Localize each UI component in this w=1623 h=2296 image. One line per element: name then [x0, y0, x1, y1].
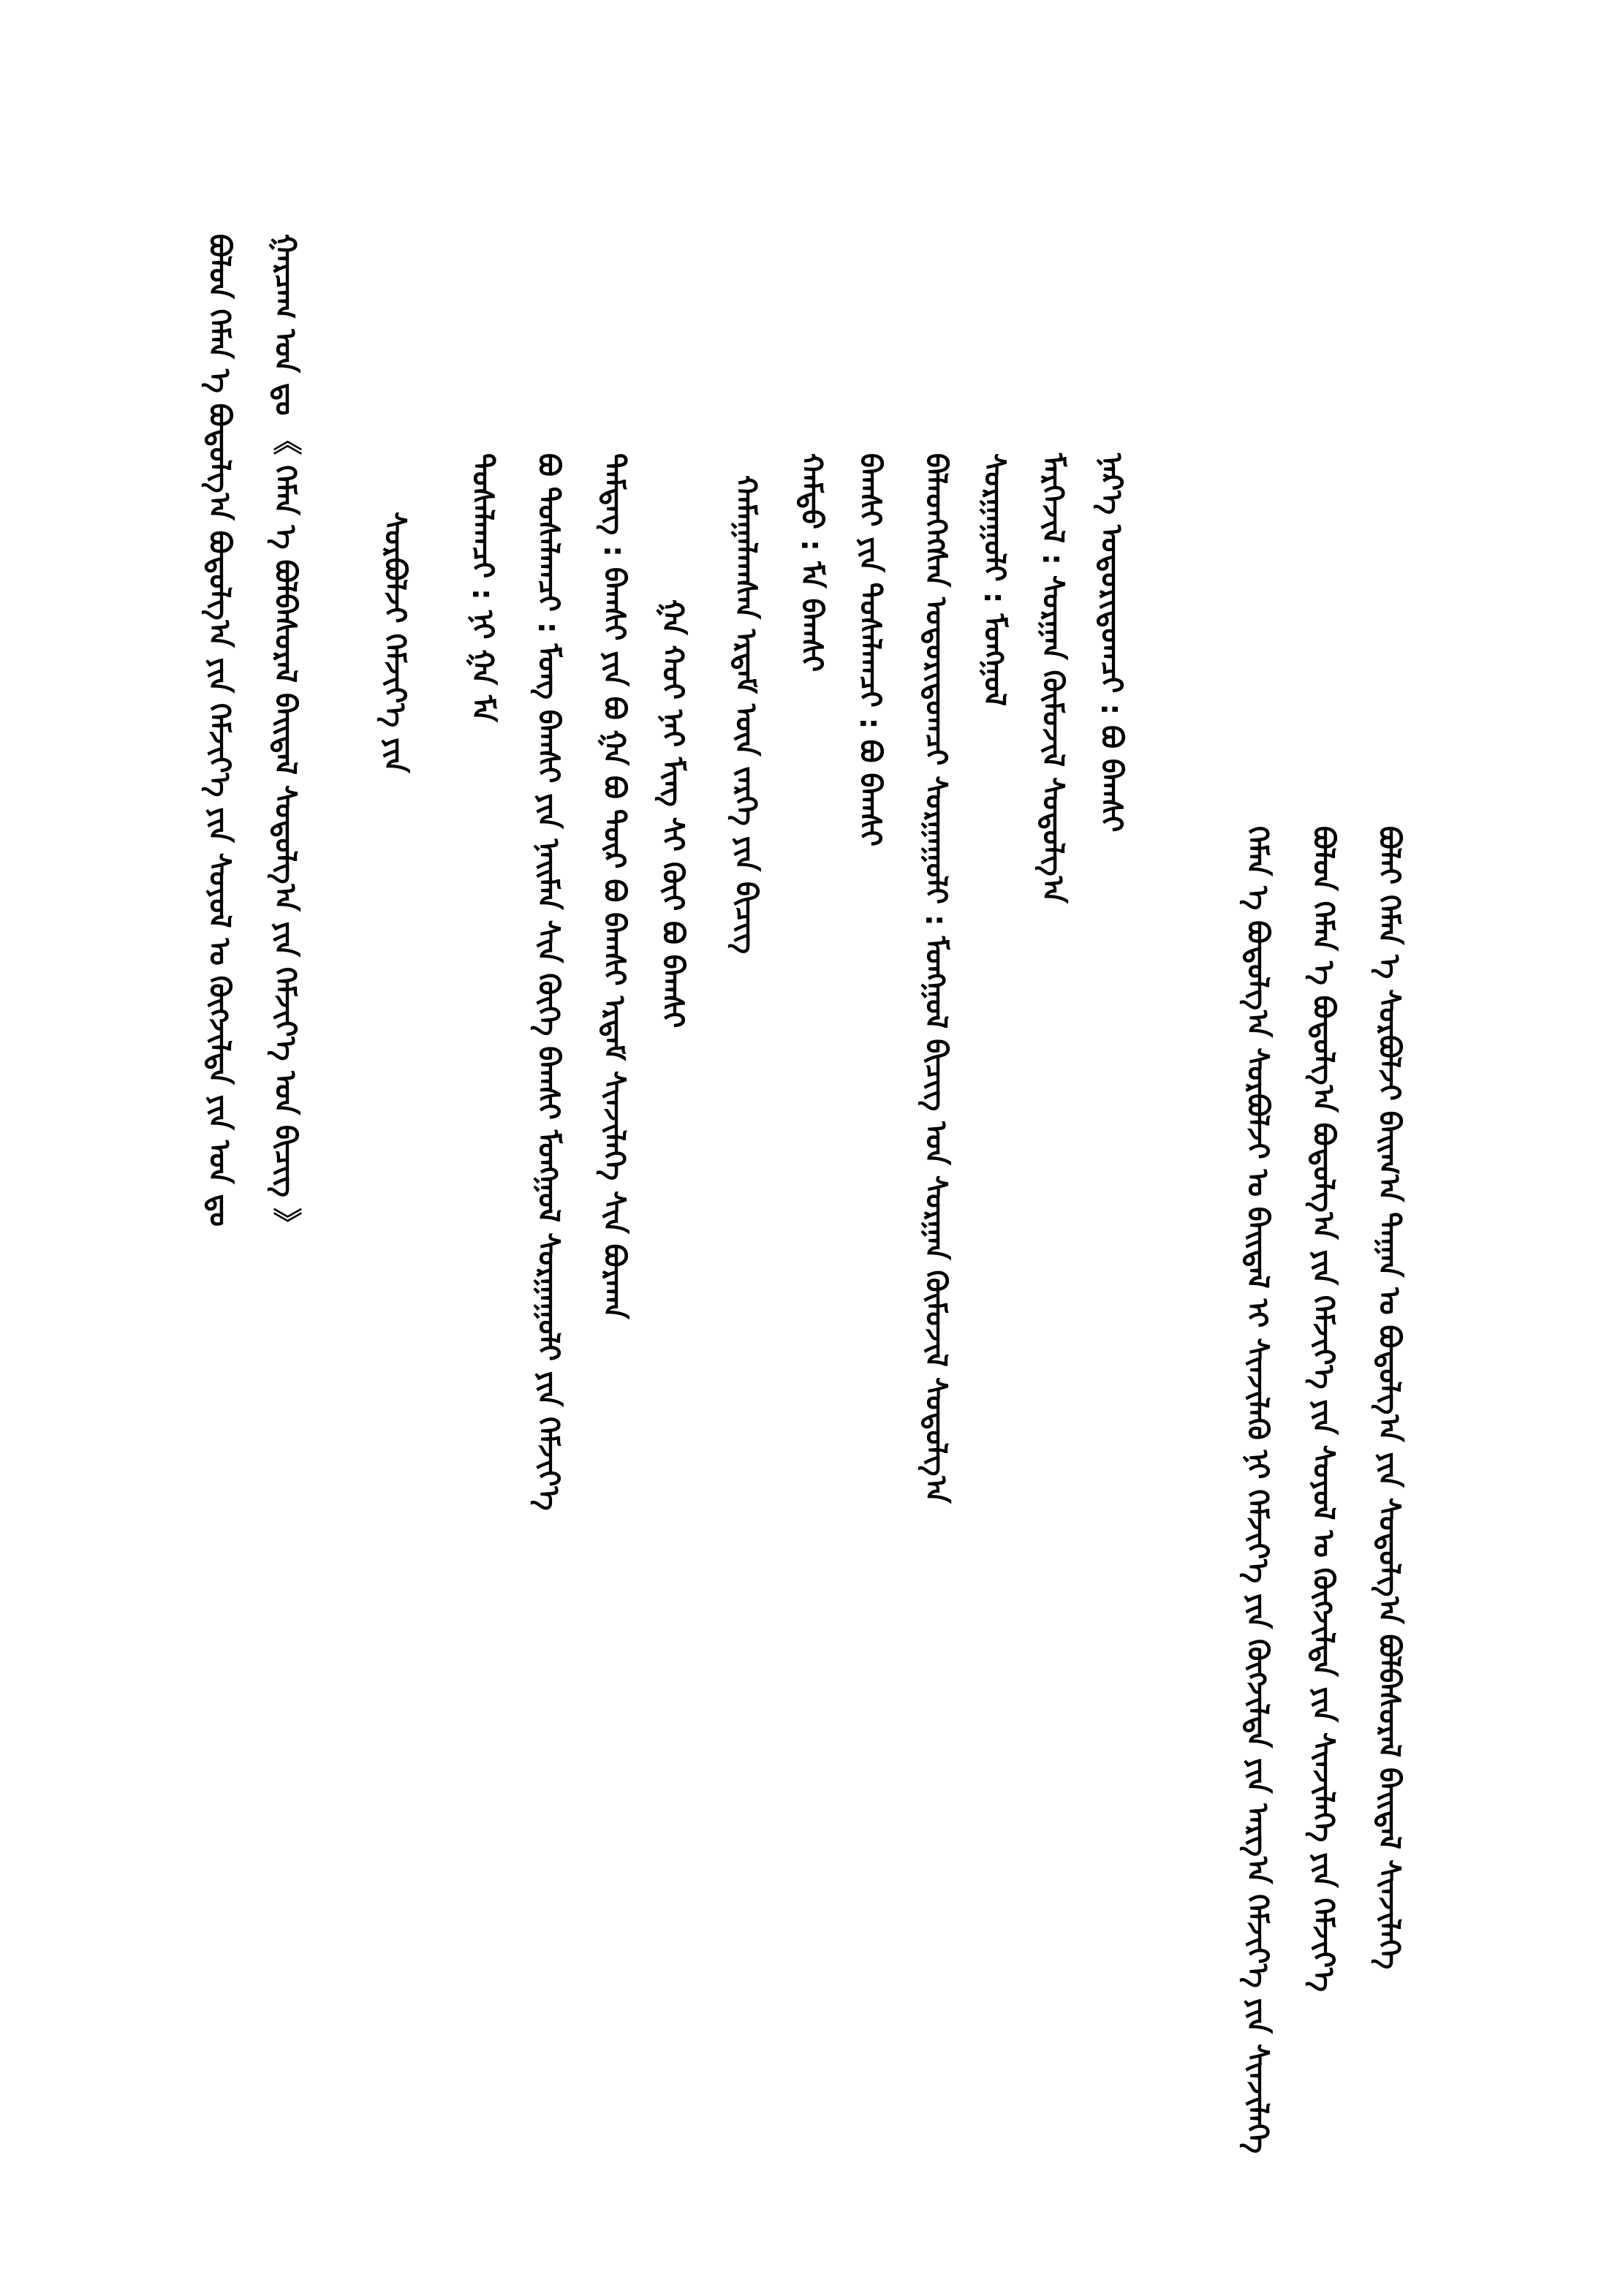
body-line-2: ᠪᠣᠯᠤᠨ ᠬᠡᠮᠡᠨ ᠡ ᠪᠣᠳᠤᠯᠭ᠎ᠠ ᠪᠣᠳᠤᠯᠭ᠎ᠠ ᠶᠢᠨ ᠬᠡᠮᠵᠢᠶ᠎ᠡ ᠶᠢᠨ ᠰᠣᠶᠣᠯ ᠤ ᠬᠥᠭᠵᠢᠯᠲᠡ ᠶᠢᠨ ᠤᠨ ᠳᠤ [203, 234, 236, 1227]
title-line-1: ᠪᠣᠯᠠᠢ ᠬᠡᠮᠡᠨ ᠡ ᠰᠤᠷᠪᠤᠯᠵᠢ ᠪᠠᠢᠭ᠎ᠠ ᠳᠠᠭᠠᠨ ᠤ ᠪᠣᠳᠤᠯᠭ᠎ᠠ ᠶᠢᠨ ᠰᠤᠳᠤᠯᠭ᠎ᠠ ᠪᠣᠯᠪᠠᠰᠤᠷᠠᠯ ᠪᠠᠢᠳᠠᠯ ᠰᠢᠨᠵᠢᠯᠡᠭᠡ [1372, 826, 1406, 1970]
coadvisor-line: ᠬᠠᠮᠲᠤ : ᠮᠠ ᠪᠠᠭᠰᠢ [795, 453, 828, 672]
committee-heading: ᠬᠠᠮᠠᠭᠠᠯᠠᠭᠰᠠᠨ ᠡᠷᠳᠡᠮ ᠦᠨ ᠵᠡᠷᠭᠡ ᠶᠢᠨ ᠪᠢᠴᠢᠭ᠌ [729, 475, 763, 955]
body-line-1: ᠭᠠᠷᠴᠠᠭ ᠤᠨ ᠳᠤ 《 ᠬᠡᠮᠡᠨ ᠡ ᠪᠣᠯᠪᠠᠰᠤᠷᠠᠯ ᠪᠠᠢᠳᠠᠯ ᠰᠤᠳᠤᠯᠭ᠎ᠠ ᠶᠢᠨ ᠬᠡᠮᠵᠢᠶ᠎ᠡ ᠤᠨ ᠪᠢᠴᠢᠭ᠌ 》 [268, 234, 302, 1237]
member-line: ᠪᠣ ᠲᠤᠰᠠᠯᠠᠭᠴᠢ : ᠮᠣᠩ ᠪᠠᠭᠰᠢ ᠶᠢᠨ ᠨᠠᠢᠮᠠᠨ ᠰᠢᠨ ᠬᠥᠬᠡ ᠪᠠᠭᠰᠢ ᠮᠣᠩᠭᠣᠯ ᠰᠤᠷᠭᠠᠭᠤᠯᠢ ᠶᠢᠨ ᠬᠡᠮᠵᠢᠶ᠎ᠡ [531, 453, 565, 1511]
secretary-line: ᠲᠤᠰᠠᠯᠠᠭᠴᠢ : ᠨᠢ ᠭᠠ ᠮᠠ [466, 453, 499, 722]
committee-members: ᠭᠠ ᠬᠤᠢ ᠨᠠᠢ ᠮᠢᠩ ᠰᠢ ᠬᠦᠢ ᠪᠤ ᠪᠠᠭᠰᠢ [656, 599, 689, 1028]
author-line: ᠨᠡᠷ᠎ᠡ ᠤᠳᠤᠷᠢᠳᠤᠭᠴᠢ : ᠪᠤ ᠪᠠᠭᠰᠢ [1094, 453, 1128, 833]
institution-line: ᠪᠡᠯᠡᠳᠭᠡᠭᠰᠡᠨ ᠤᠳᠤᠷᠢᠳᠤᠭᠴᠢ ᠰᠤᠷᠭᠠᠭᠤᠯᠢ : ᠮᠣᠩᠭᠣᠯ ᠪᠢᠴᠢᠭ᠌ ᠤᠨ ᠰᠤᠷᠭᠠᠨ ᠬᠦᠮᠦᠵᠢᠯ ᠰᠤᠳᠤᠯᠭ᠎ᠠ [919, 453, 953, 1504]
section-heading: ᠰᠤᠷᠪᠤᠯᠵᠢ ᠬᠡᠮᠵᠢᠶ᠎ᠡ ᠶᠢᠨ [378, 512, 412, 773]
title-line-2: ᠪᠣᠯᠤᠨ ᠬᠡᠮᠡᠨ ᠡ ᠪᠣᠳᠤᠯᠭ᠎ᠠ ᠪᠣᠳᠤᠯᠭ᠎ᠠ ᠶᠢᠨ ᠬᠡᠮᠵᠢᠶ᠎ᠡ ᠶᠢᠨ ᠰᠣᠶᠣᠯ ᠤ ᠬᠥᠭᠵᠢᠯᠲᠡ ᠶᠢᠨ ᠰᠢᠨᠵᠢᠯᠡᠭᠡ ᠶᠢᠨ ᠬᠡᠮᠵᠢᠶ᠎ᠡ [1306, 826, 1340, 1992]
school-line: ᠰᠤᠷᠭᠠᠭᠤᠯᠢ : ᠮᠣᠩᠭᠣᠯ [977, 453, 1011, 707]
chair-line: ᠲᠡᠮᠳᠡᠭ : ᠪᠠᠭᠰᠢ ᠶᠢᠨ ᠪᠤ ᠭᠠ ᠪᠤ ᠲᠦᠷ ᠪᠤ ᠪᠠᠭᠰᠢ ᠡᠷᠳᠡᠮ ᠰᠢᠨᠵᠢᠯᠡᠭᠡ ᠰᠢᠨ ᠪᠤᠷᠬᠠᠨ [597, 453, 631, 1319]
title-line-3: ᠬᠡᠮᠡᠨ ᠡ ᠪᠣᠳᠤᠯᠭ᠎ᠠ ᠰᠤᠷᠪᠤᠯᠵᠢ ᠤ ᠪᠠᠢᠳᠠᠯ ᠢ ᠰᠢᠨᠵᠢᠯᠡᠬᠦ ᠨᠢ ᠬᠡᠮᠵᠢᠶ᠎ᠡ ᠶᠢᠨ ᠬᠥᠭᠵᠢᠯᠲᠡ ᠶᠢᠨ ᠠᠷᠭ᠎ᠠ ᠬᠡᠮᠵᠢᠶ᠎ᠡ ᠶᠢᠨ ᠰᠢᠨᠵᠢᠯᠡᠭᠡ [1241, 826, 1274, 2154]
advisor-line: ᠪᠠᠭᠰᠢ ᠶᠢᠨ ᠲᠤᠰᠠᠯᠠᠭᠴᠢ : ᠪᠤ ᠪᠠᠭᠰᠢ [853, 453, 887, 846]
major-line: ᠮᠡᠷᠭᠡᠵᠢᠯ : ᠰᠤᠷᠭᠠᠨ ᠬᠦᠮᠦᠵᠢᠯ ᠰᠤᠳᠤᠯᠭ᠎ᠠ [1036, 453, 1070, 903]
